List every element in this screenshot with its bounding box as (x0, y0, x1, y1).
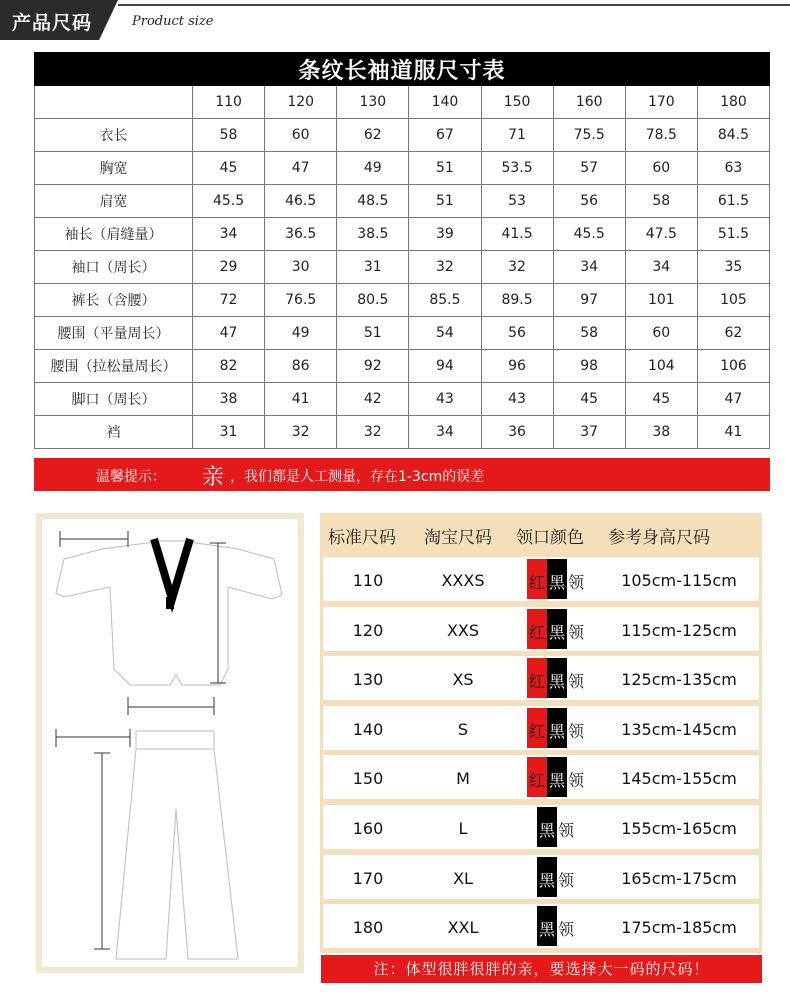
collar-label: 领 (568, 721, 585, 741)
measurement-value: 62 (337, 119, 409, 152)
taobao-size: XL (453, 868, 473, 888)
header-standard-size: 标准尺码 (328, 528, 396, 548)
measurement-value: 60 (265, 119, 337, 152)
size-table-row (35, 350, 770, 383)
size-table-title-row (35, 53, 770, 86)
standard-size: 150 (352, 769, 384, 789)
size-table-row (35, 185, 770, 218)
measurement-value: 32 (409, 251, 481, 284)
pants-illustration (116, 731, 238, 959)
taobao-size: XXL (447, 918, 479, 938)
measurement-value: 47.5 (625, 218, 697, 251)
red-collar-label: 红 (529, 771, 546, 791)
size-chart-row (323, 755, 759, 799)
collar-label: 领 (558, 870, 575, 890)
measurement-value: 51 (337, 317, 409, 350)
collar-label: 领 (568, 771, 585, 791)
size-chart-row (323, 805, 759, 849)
measurement-value: 67 (409, 119, 481, 152)
measurement-label: 袖长（肩缝量） (35, 218, 193, 251)
measurement-value: 61.5 (697, 185, 769, 218)
measurement-value: 80.5 (337, 284, 409, 317)
measurement-value: 86 (265, 350, 337, 383)
measurement-value: 34 (193, 218, 265, 251)
size-header-cell: 170 (625, 86, 697, 119)
black-collar-label: 黑 (549, 622, 566, 642)
measurement-value: 35 (697, 251, 769, 284)
measurement-value: 37 (553, 416, 625, 449)
jacket-illustration (56, 541, 282, 685)
measurement-value: 34 (409, 416, 481, 449)
size-chart-row (323, 855, 759, 899)
measurement-value: 62 (697, 317, 769, 350)
red-collar-label: 红 (529, 573, 546, 592)
measurement-value: 97 (553, 284, 625, 317)
reference-height: 125cm-135cm (621, 670, 737, 690)
measurement-value: 51 (409, 152, 481, 185)
measurement-value: 57 (553, 152, 625, 185)
taobao-size: L (458, 819, 468, 838)
collar-label: 领 (558, 821, 575, 840)
black-collar-label: 黑 (549, 721, 566, 741)
measurement-value: 31 (193, 416, 265, 449)
size-table-row (35, 251, 770, 284)
reference-height: 115cm-125cm (621, 620, 737, 640)
measurement-value: 45 (625, 383, 697, 416)
measurement-value: 32 (337, 416, 409, 449)
measurement-value: 89.5 (481, 284, 553, 317)
measurement-label: 胸宽 (35, 152, 193, 185)
measurement-label: 脚口（周长） (35, 383, 193, 416)
reference-height: 145cm-155cm (621, 769, 737, 789)
measurement-value: 106 (697, 350, 769, 383)
standard-size: 160 (352, 819, 384, 838)
measurement-value: 49 (265, 317, 337, 350)
measurement-value: 42 (337, 383, 409, 416)
measurement-value: 34 (625, 251, 697, 284)
measurement-value: 45.5 (553, 218, 625, 251)
size-header-cell: 130 (337, 86, 409, 119)
measurement-value: 54 (409, 317, 481, 350)
reference-height: 155cm-165cm (621, 819, 737, 838)
size-note: 注：体型很胖很胖的亲，要选择大一码的尺码！ (321, 955, 762, 983)
measurement-value: 105 (697, 284, 769, 317)
warning-emphasis: 亲 (202, 465, 225, 490)
size-table (34, 52, 770, 449)
pants-measure-lines (56, 729, 130, 949)
measurement-value: 47 (697, 383, 769, 416)
header-collar-color: 领口颜色 (516, 528, 584, 548)
measurement-value: 41 (697, 416, 769, 449)
reference-height: 105cm-115cm (621, 571, 737, 590)
measurement-value: 45.5 (193, 185, 265, 218)
size-header-cell: 150 (481, 86, 553, 119)
black-collar-label: 黑 (549, 672, 566, 692)
measurement-warning (34, 458, 770, 491)
collar-label: 领 (568, 672, 585, 692)
standard-size: 120 (352, 620, 384, 640)
measurement-label: 袖口（周长） (35, 251, 193, 284)
reference-height: 175cm-185cm (621, 918, 737, 938)
diagram-canvas (42, 519, 298, 967)
taobao-size: S (457, 719, 469, 739)
measurement-value: 72 (193, 284, 265, 317)
measurement-value: 58 (193, 119, 265, 152)
measurement-value: 43 (409, 383, 481, 416)
collar-label: 领 (568, 622, 585, 642)
measurement-label: 裆 (35, 416, 193, 449)
measurement-value: 84.5 (697, 119, 769, 152)
measurement-value: 85.5 (409, 284, 481, 317)
measurement-value: 31 (337, 251, 409, 284)
measurement-label: 裤长（含腰） (35, 284, 193, 317)
black-collar-label: 黑 (539, 870, 556, 890)
measurement-value: 94 (409, 350, 481, 383)
measurement-value: 48.5 (337, 185, 409, 218)
size-chart-row (323, 656, 759, 700)
measurement-value: 51 (409, 185, 481, 218)
measurement-value: 41.5 (481, 218, 553, 251)
measurement-value: 36.5 (265, 218, 337, 251)
measurement-value: 92 (337, 350, 409, 383)
header-taobao-size: 淘宝尺码 (424, 528, 492, 548)
measurement-value: 53.5 (481, 152, 553, 185)
measurement-value: 36 (481, 416, 553, 449)
size-chart-row (323, 904, 759, 948)
size-header-cell: 160 (553, 86, 625, 119)
measurement-value: 39 (409, 218, 481, 251)
size-chart-row (323, 706, 759, 750)
taobao-size: M (456, 769, 470, 789)
measurement-value: 82 (193, 350, 265, 383)
measurement-value: 96 (481, 350, 553, 383)
standard-size: 110 (352, 571, 384, 590)
standard-size: 180 (352, 918, 384, 938)
size-table-row (35, 317, 770, 350)
warning-text: ，我们都是人工测量，存在1-3cm的误差 (230, 469, 485, 485)
measurement-value: 45 (193, 152, 265, 185)
measurement-diagram (36, 513, 304, 973)
size-table-row (35, 152, 770, 185)
collar-label: 领 (558, 920, 575, 940)
measurement-value: 43 (481, 383, 553, 416)
measurement-label: 衣长 (35, 119, 193, 152)
measurement-value: 71 (481, 119, 553, 152)
warning-label: 温馨提示： (96, 469, 166, 485)
taobao-size: XXXS (441, 571, 485, 590)
size-chart-row (323, 557, 759, 601)
black-collar-label: 黑 (539, 920, 556, 940)
reference-height: 165cm-175cm (621, 868, 737, 888)
measurement-value: 32 (481, 251, 553, 284)
measurement-value: 76.5 (265, 284, 337, 317)
size-header-row (35, 86, 770, 119)
black-collar-label: 黑 (549, 573, 566, 592)
measurement-value: 56 (553, 185, 625, 218)
taobao-size: XS (452, 670, 474, 690)
size-header-cell: 120 (265, 86, 337, 119)
measurement-value: 56 (481, 317, 553, 350)
standard-size: 170 (352, 868, 384, 888)
taobao-size: XXS (446, 620, 480, 640)
measurement-value: 45 (553, 383, 625, 416)
measurement-value: 41 (265, 383, 337, 416)
black-collar-label: 黑 (539, 821, 556, 840)
measurement-label: 腰围（平量周长） (35, 317, 193, 350)
size-header-cell: 140 (409, 86, 481, 119)
measurement-value: 63 (697, 152, 769, 185)
measurement-value: 49 (337, 152, 409, 185)
measurement-value: 104 (625, 350, 697, 383)
uniform-illustration (42, 519, 298, 967)
standard-size: 140 (352, 719, 384, 739)
red-collar-label: 红 (529, 622, 546, 642)
size-header-cell: 110 (193, 86, 265, 119)
reference-height: 135cm-145cm (621, 719, 737, 739)
measurement-value: 78.5 (625, 119, 697, 152)
measurement-value: 30 (265, 251, 337, 284)
size-chart-row (323, 607, 759, 651)
measurement-label: 腰围（拉松量周长） (35, 350, 193, 383)
measurement-value: 34 (553, 251, 625, 284)
measurement-value: 98 (553, 350, 625, 383)
measurement-value: 60 (625, 152, 697, 185)
measurement-value: 47 (265, 152, 337, 185)
standard-size: 130 (352, 670, 384, 690)
red-collar-label: 红 (529, 672, 546, 692)
header-reference-height: 参考身高尺码 (608, 528, 710, 548)
size-table-row (35, 284, 770, 317)
measurement-value: 47 (193, 317, 265, 350)
measurement-value: 46.5 (265, 185, 337, 218)
measurement-value: 53 (481, 185, 553, 218)
measurement-value: 38.5 (337, 218, 409, 251)
measurement-value: 75.5 (553, 119, 625, 152)
measurement-value: 60 (625, 317, 697, 350)
size-table-row (35, 119, 770, 152)
measurement-value: 32 (265, 416, 337, 449)
measurement-value: 58 (553, 317, 625, 350)
measurement-value: 58 (625, 185, 697, 218)
red-collar-label: 红 (529, 721, 546, 741)
measurement-value: 51.5 (697, 218, 769, 251)
black-collar-label: 黑 (549, 771, 566, 791)
header-rule (118, 4, 790, 6)
size-header-cell: 180 (697, 86, 769, 119)
collar-label: 领 (568, 573, 585, 592)
size-table-row (35, 218, 770, 251)
size-table-title: 条纹长袖道服尺寸表 (35, 53, 770, 86)
header-subtitle: Product size (132, 14, 214, 29)
measurement-value: 38 (625, 416, 697, 449)
size-header-blank (35, 86, 193, 119)
measurement-value: 29 (193, 251, 265, 284)
size-table-row (35, 383, 770, 416)
measurement-value: 38 (193, 383, 265, 416)
header-title: 产品尺码 (12, 12, 93, 34)
measurement-label: 肩宽 (35, 185, 193, 218)
measurement-value: 101 (625, 284, 697, 317)
size-table-row (35, 416, 770, 449)
section-header (0, 0, 790, 40)
size-chart-panel (320, 513, 762, 953)
